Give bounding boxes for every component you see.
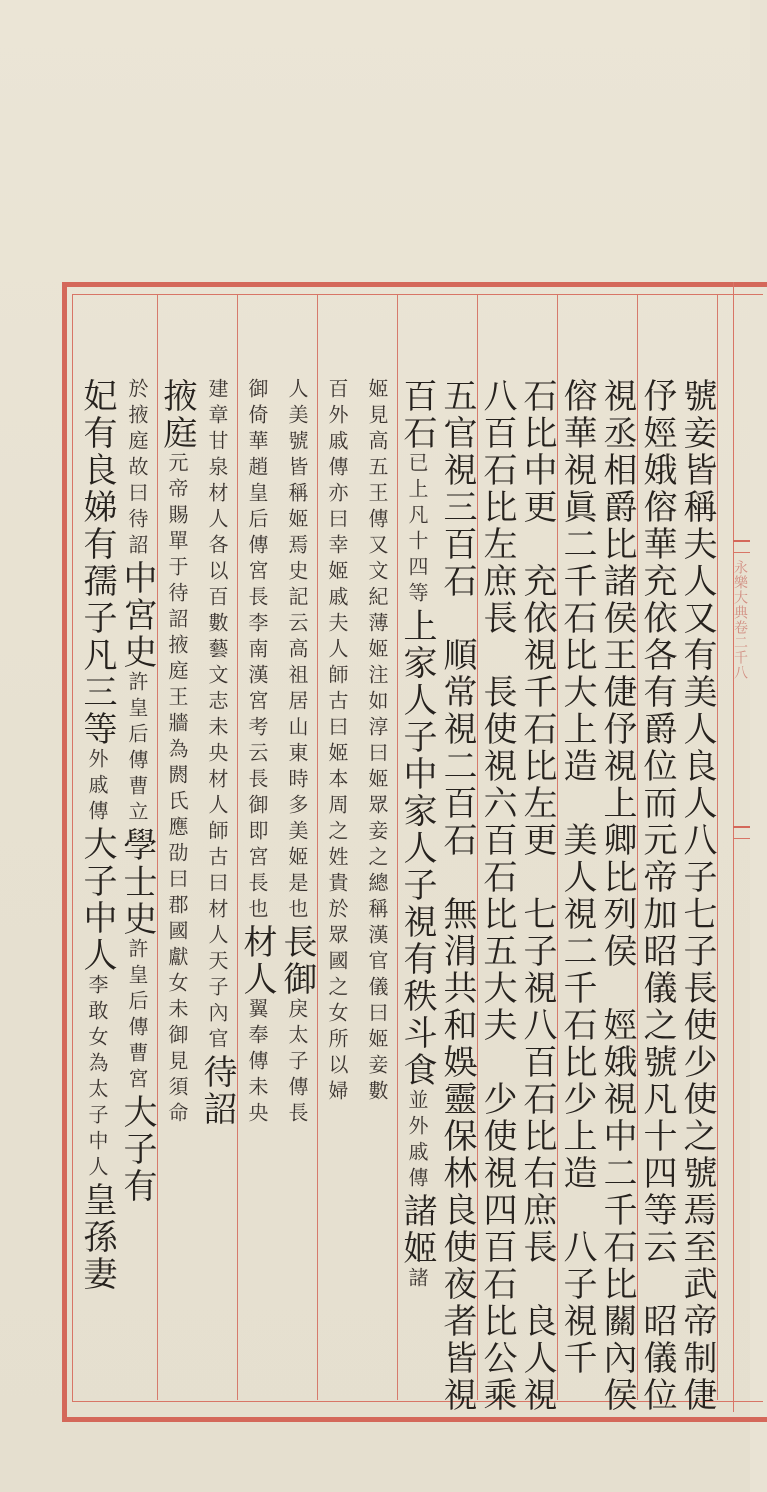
annotation-text: 李敢女為太子中人 [85, 974, 109, 1182]
annotation-text: 並外戚傳 [405, 1089, 429, 1193]
main-text: 學士史 [117, 827, 157, 938]
text-column [397, 378, 437, 1398]
annotation-text: 於掖庭故曰待詔 [125, 378, 149, 560]
main-text: 中宮史 [117, 560, 157, 671]
main-text: 大子中人 [77, 826, 117, 974]
annotation-text: 翼奉傳未央 [245, 998, 269, 1128]
text-column [117, 378, 157, 1398]
annotation-text: 人美號皆稱姬焉史記云高祖居山東時多美姬是也 [285, 378, 309, 924]
fish-tail-mark-bottom [733, 826, 750, 839]
annotation-text: 許皇后傳曹立 [125, 671, 149, 827]
main-text: 長御 [277, 924, 317, 998]
text-column [677, 378, 717, 1414]
main-text: 大子有 [117, 1094, 157, 1205]
main-text: 視丞相爵比諸侯王倢伃視上卿比列侯 娙娥視中二千石比關內侯 [597, 378, 637, 1414]
text-column [557, 378, 597, 1398]
main-text: 掖庭 [157, 378, 197, 452]
text-column [197, 378, 237, 1398]
text-column [437, 378, 477, 1414]
fish-tail-mark-top [733, 540, 750, 553]
main-text: 待詔 [197, 1054, 237, 1128]
main-text: 百石 [397, 378, 437, 452]
text-column [277, 378, 317, 1398]
text-column [637, 378, 677, 1414]
annotation-text: 元帝賜單于待詔掖庭王牆為閼氏應劭曰郡國獻女未御見須命 [165, 452, 189, 1128]
fold-title: 永樂大典卷二千八 [732, 560, 748, 680]
annotation-text: 許皇后傳曹宮 [125, 938, 149, 1094]
annotation-text: 百外戚傳亦曰幸姬戚夫人師古曰姬本周之姓貴於眾國之女所以婦 [325, 378, 349, 1106]
main-text: 五官視三百石 順常視二百石 無涓共和娛靈保林良使夜者皆視 [437, 378, 477, 1414]
text-column [318, 378, 354, 1398]
main-text: 號妾皆稱夫人又有美人良人八子七子長使少使之號焉至武帝制倢 [677, 378, 717, 1414]
text-column [237, 378, 277, 1398]
annotation-text: 諸 [405, 1267, 429, 1293]
annotation-text: 戾太子傳長 [285, 998, 309, 1128]
main-text: 皇孫妻 [77, 1182, 117, 1293]
annotation-text: 外戚傳 [85, 748, 109, 826]
annotation-text: 建章甘泉材人各以百數藝文志未央材人師古曰材人天子內官 [205, 378, 229, 1054]
main-text: 上家人子中家人子視有秩斗食 [397, 608, 437, 1089]
text-column [358, 378, 394, 1398]
main-text: 妃有良娣有孺子凡三等 [77, 378, 117, 748]
text-column [517, 378, 557, 1414]
text-column [77, 378, 117, 1398]
text-column [597, 378, 637, 1414]
column-rule [717, 295, 718, 1400]
annotation-text: 姬見高五王傳又文紀薄姬注如淳曰姬眾妾之總稱漢官儀曰姬妾數 [365, 378, 389, 1106]
main-text: 材人 [237, 924, 277, 998]
text-column [477, 378, 517, 1414]
annotation-text: 御倚華趙皇后傳宮長李南漢宮考云長御即宮長也 [245, 378, 269, 924]
main-text: 傛華視眞二千石比大上造 美人視二千石比少上造 八子視千 [557, 378, 597, 1377]
text-column [157, 378, 197, 1398]
main-text: 八百石比左庶長 長使視六百石比五大夫 少使視四百石比公乘 [477, 378, 517, 1414]
main-text: 諸姬 [397, 1193, 437, 1267]
main-text: 石比中更 充依視千石比左更 七子視八百石比右庶長 良人視 [517, 378, 557, 1414]
annotation-text: 已上凡十四等 [405, 452, 429, 608]
main-text: 伃娙娥傛華充依各有爵位而元帝加昭儀之號凡十四等云 昭儀位 [637, 378, 677, 1414]
center-fold-strip [733, 282, 751, 1412]
